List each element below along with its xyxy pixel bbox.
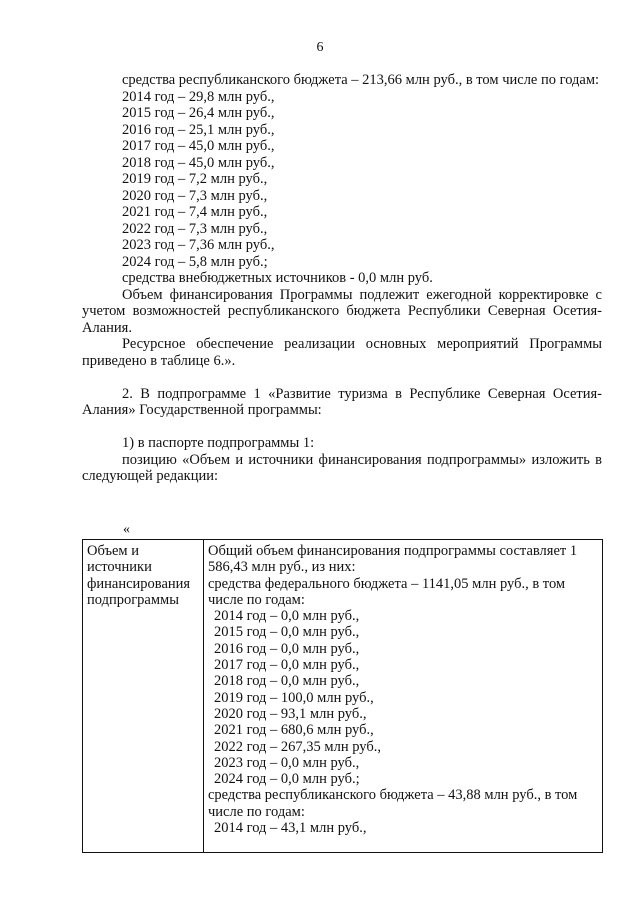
year-line: 2024 год – 0,0 млн руб.; [214, 771, 360, 788]
opening-quote: « [123, 522, 130, 537]
year-line: 2015 год – 26,4 млн руб., [122, 105, 275, 121]
year-line: 2019 год – 7,2 млн руб., [122, 171, 268, 187]
year-line: 2022 год – 267,35 млн руб., [214, 738, 381, 755]
year-line: 2016 год – 0,0 млн руб., [214, 640, 360, 657]
federal-budget-years [208, 608, 598, 787]
year-line: 2016 год – 25,1 млн руб., [122, 121, 275, 138]
table-right-cell [204, 540, 603, 853]
republic-budget-intro: средства республиканского бюджета – 213,66 млн руб., в том числе по годам: [122, 72, 600, 88]
total-financing: Общий объем финансирования подпрограммы составляет 1 586,43 млн руб., из них: [208, 543, 578, 576]
year-line: 2021 год – 7,4 млн руб., [122, 204, 268, 220]
item1-paragraph: 1) в паспорте подпрограммы 1: [122, 435, 315, 451]
year-line: 2020 год – 7,3 млн руб., [122, 187, 268, 204]
year-line: 2019 год – 100,0 млн руб., [214, 689, 374, 706]
year-line: 2021 год – 680,6 млн руб., [214, 722, 374, 739]
year-line: 2018 год – 0,0 млн руб., [214, 673, 360, 690]
year-line: 2020 год – 93,1 млн руб., [214, 705, 367, 722]
extrabudget-line: средства внебюджетных источников - 0,0 млн руб. [122, 270, 433, 286]
year-line: 2023 год – 7,36 млн руб., [122, 237, 275, 253]
passport-table [82, 539, 603, 853]
federal-budget-intro: средства федерального бюджета – 1141,05 млн руб., в том числе по годам: [208, 575, 566, 608]
year-line: 2023 год – 0,0 млн руб., [214, 754, 360, 771]
position-paragraph: позицию «Объем и источники финансирования подпрограммы» изложить в следующей редакции: [82, 451, 602, 484]
body-text [82, 72, 602, 485]
year-line: 2018 год – 45,0 млн руб., [122, 154, 275, 171]
resource-paragraph: Ресурсное обеспечение реализации основных мероприятий Программы приведено в таблице 6.». [82, 336, 602, 369]
republic-budget-years [82, 89, 602, 287]
page-number: 6 [316, 40, 324, 55]
adjustment-paragraph: Объем финансирования Программы подлежит ежегодной корректировке с учетом возможностей республиканского бюджета Республики Северная Осетия-Алания. [82, 286, 602, 336]
year-line: 2022 год – 7,3 млн руб., [122, 220, 268, 237]
republic-budget-years-table [208, 820, 598, 836]
subprogram-paragraph: 2. В подпрограмме 1 «Развитие туризма в Республике Северная Осетия-Алания» Государственной программы: [82, 385, 602, 418]
year-line: 2024 год – 5,8 млн руб.; [122, 253, 268, 270]
year-line: 2015 год – 0,0 млн руб., [214, 624, 360, 641]
year-line: 2017 год – 0,0 млн руб., [214, 657, 360, 674]
republic-budget-intro-table: средства республиканского бюджета – 43,88 млн руб., в том числе по годам: [208, 787, 578, 820]
year-line: 2017 год – 45,0 млн руб., [122, 138, 275, 154]
year-line: 2014 год – 0,0 млн руб., [214, 608, 360, 625]
year-line: 2014 год – 43,1 млн руб., [214, 820, 367, 837]
year-line: 2014 год – 29,8 млн руб., [122, 88, 275, 105]
table-left-cell: Объем и источники финансирования подпрограммы [83, 540, 204, 853]
